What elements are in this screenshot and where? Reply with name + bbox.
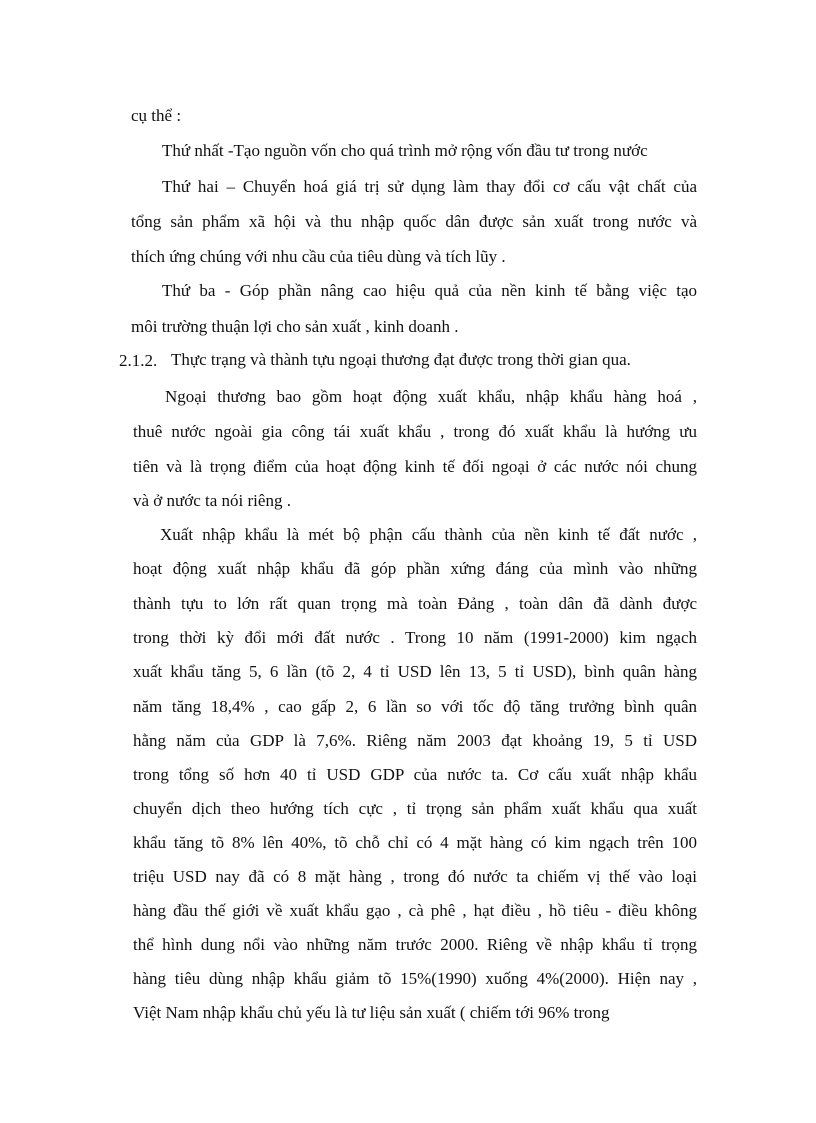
text-line: Ngoại thương bao gồm hoạt động xuất khẩu, nhập khẩu hàng hoá ,: [165, 387, 697, 406]
text-line: năm tăng 18,4% , cao gấp 2, 6 lần so với tốc độ tăng trưởng bình quân: [133, 697, 697, 716]
text-line: hàng tiêu dùng nhập khẩu giảm tõ 15%(1990) xuống 4%(2000). Hiện nay ,: [133, 969, 697, 988]
section-number: 2.1.2.: [119, 351, 158, 370]
text-line: xuất khẩu tăng 5, 6 lần (tõ 2, 4 tỉ USD lên 13, 5 tỉ USD), bình quân hàng: [133, 662, 697, 681]
text-line: tổng sản phẩm xã hội và thu nhập quốc dân được sản xuất trong nước và: [131, 212, 697, 231]
text-line: thích ứng chúng với nhu cầu của tiêu dùng và tích lũy .: [131, 247, 506, 266]
text-line: thành tựu to lớn rất quan trọng mà toàn Đảng , toàn dân đã dành được: [133, 594, 697, 613]
text-line: Xuất nhập khẩu là mét bộ phận cấu thành của nền kinh tế đất nước ,: [160, 525, 697, 544]
text-line: thuê nước ngoài gia công tái xuất khẩu , trong đó xuất khẩu là hướng ưu: [133, 422, 697, 441]
text-line: hằng năm của GDP là 7,6%. Riêng năm 2003 đạt khoảng 19, 5 tỉ USD: [133, 731, 697, 750]
text-line: tiên và là trọng điểm của hoạt động kinh tế đối ngoại ở các nước nói chung: [133, 457, 697, 476]
text-line: môi trường thuận lợi cho sản xuất , kinh doanh .: [131, 317, 459, 336]
text-line: cụ thể :: [131, 106, 182, 125]
text-line: trong thời kỳ đổi mới đất nước . Trong 10 năm (1991-2000) kim ngạch: [133, 628, 697, 647]
section-title: Thực trạng và thành tựu ngoại thương đạt được trong thời gian qua.: [171, 350, 631, 369]
text-line: Thứ ba - Góp phần nâng cao hiệu quả của nền kinh tế bằng việc tạo: [162, 281, 697, 300]
text-line: thể hình dung nổi vào những năm trước 2000. Riêng về nhập khẩu tỉ trọng: [133, 935, 697, 954]
text-line: trong tổng số hơn 40 tỉ USD GDP của nước ta. Cơ cấu xuất nhập khẩu: [133, 765, 697, 784]
text-line: hoạt động xuất nhập khẩu đã góp phần xứng đáng của mình vào những: [133, 559, 697, 578]
text-line: triệu USD nay đã có 8 mặt hàng , trong đó nước ta chiếm vị thế vào loại: [133, 867, 697, 886]
text-line: khẩu tăng tõ 8% lên 40%, tõ chỗ chỉ có 4 mặt hàng có kim ngạch trên 100: [133, 833, 697, 852]
text-line: hàng đầu thế giới về xuất khẩu gạo , cà phê , hạt điều , hồ tiêu - điều không: [133, 901, 697, 920]
text-line: Thứ nhất -Tạo nguồn vốn cho quá trình mở rộng vốn đầu tư trong nước: [162, 141, 648, 160]
text-line: và ở nước ta nói riêng .: [133, 491, 291, 510]
text-line: Thứ hai – Chuyển hoá giá trị sử dụng làm thay đổi cơ cấu vật chất của: [162, 177, 697, 196]
text-line: Việt Nam nhập khẩu chủ yếu là tư liệu sản xuất ( chiếm tới 96% trong: [133, 1003, 610, 1022]
text-line: chuyển dịch theo hướng tích cực , tỉ trọng sản phẩm xuất khẩu qua xuất: [133, 799, 697, 818]
